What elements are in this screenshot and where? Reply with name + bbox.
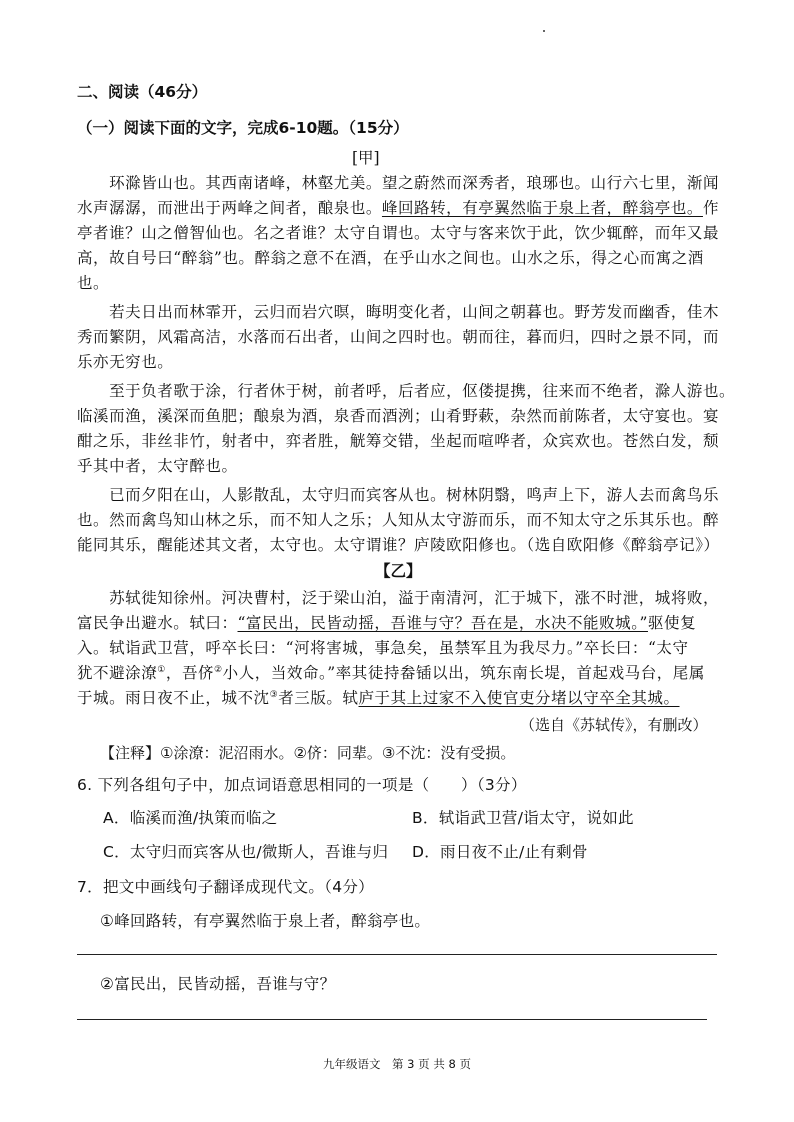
passage-a-text: 水声潺潺，而泄出于两峰之间者，酿泉也。 bbox=[77, 199, 382, 217]
question-6-option-c[interactable]: C．太守归而宾客从也/微斯人，吾谁与归 bbox=[103, 843, 389, 861]
passage-b-line bbox=[77, 611, 696, 633]
passage-a-line bbox=[77, 196, 719, 218]
question-6-option-d[interactable]: D．雨日夜不止/止有剩骨 bbox=[412, 843, 588, 861]
passage-a-line: 亭者谁？山之僧智仙也。名之者谁？太守自谓也。太守与客来饮于此，饮少辄醉，而年又最 bbox=[77, 224, 720, 242]
footnote-marker-1: ① bbox=[157, 664, 166, 675]
passage-a-line: 能同其乐，醒能述其文者，太守也。太守谓谁？庐陵欧阳修也。（选自欧阳修《醉翁亭记》） bbox=[77, 536, 720, 554]
underlined-sentence-1: 峰回路转，有亭翼然临于泉上者，醉翁亭也。 bbox=[381, 199, 703, 217]
question-6-stem: 6. 下列各组句子中，加点词语意思相同的一项是（ ）（3分） bbox=[77, 776, 527, 794]
footnote-marker-3: ③ bbox=[269, 689, 279, 700]
passage-a-line: 酣之乐，非丝非竹，射者中，弈者胜，觥筹交错，坐起而喧哗者，众宾欢也。苍然白发，颓 bbox=[77, 432, 720, 450]
question-7-sentence-2: ②富民出，民皆动摇，吾谁与守？ bbox=[100, 975, 336, 993]
underlined-sentence-2: “富民出，民皆动摇，吾谁与守？吾在是，水决不能败城。” bbox=[237, 614, 648, 632]
passage-b-text: 者三版。轼 bbox=[278, 689, 359, 707]
passage-b-line: 苏轼徙知徐州。河决曹村，泛于梁山泊，溢于南清河，汇于城下，涨不时泄，城将败， bbox=[77, 589, 720, 607]
question-7-stem: 7．把文中画线句子翻译成现代文。（4分） bbox=[77, 878, 374, 896]
passage-a-line: 也。然而禽鸟知山林之乐，而不知人之乐；人知从太守游而乐，而不知太守之乐其乐也。醉 bbox=[77, 511, 720, 529]
passage-b-text: ，吾侪 bbox=[165, 664, 215, 682]
passage-b-source: （选自《苏轼传》，有删改） bbox=[520, 716, 708, 734]
question-7-sentence-1: ①峰回路转，有亭翼然临于泉上者，醉翁亭也。 bbox=[100, 912, 431, 930]
answer-line-1[interactable] bbox=[77, 954, 717, 955]
passage-a-line: 乎其中者，太守醉也。 bbox=[77, 457, 238, 475]
passage-a-line: 至于负者歌于涂，行者休于树，前者呼，后者应，伛偻提携，往来而不绝者，滁人游也。 bbox=[77, 382, 736, 400]
passage-a-line: 已而夕阳在山，人影散乱，太守归而宾客从也。树林阴翳，鸣声上下，游人去而禽鸟乐 bbox=[77, 486, 720, 504]
passage-a-line: 秀而繁阴，风霜高洁，水落而石出者，山间之四时也。朝而往，暮而归，四时之景不同，而 bbox=[77, 328, 720, 346]
question-6-option-a[interactable]: A．临溪而渔/执策而临之 bbox=[103, 809, 278, 827]
passage-a-title: [甲] bbox=[352, 149, 380, 167]
passage-b-text: 富民争出避水。轼曰： bbox=[77, 614, 238, 632]
subsection-heading: （一）阅读下面的文字，完成6-10题。（15分） bbox=[77, 119, 409, 137]
passage-a-line: 临溪而渔，溪深而鱼肥；酿泉为酒，泉香而酒洌；山肴野蔌，杂然而前陈者，太守宴也。宴 bbox=[77, 407, 720, 425]
passage-b-title: 【乙】 bbox=[375, 562, 422, 580]
passage-b-line bbox=[77, 686, 680, 708]
question-6-option-b[interactable]: B．轼诣武卫营/诣太守，说如此 bbox=[412, 809, 634, 827]
passage-b-line bbox=[77, 661, 705, 683]
passage-a-line: 也。 bbox=[77, 274, 110, 292]
passage-b-text: 小人，当效命。”率其徒持畚锸以出，筑东南长堤，首起戏马台，尾属 bbox=[222, 664, 705, 682]
passage-a-line: 若夫日出而林霏开，云归而岩穴暝，晦明变化者，山间之朝暮也。野芳发而幽香，佳木 bbox=[77, 303, 720, 321]
passage-a-line: 环滁皆山也。其西南诸峰，林壑尤美。望之蔚然而深秀者，琅琊也。山行六七里，渐闻 bbox=[77, 174, 720, 192]
section-heading: 二、阅读（46分） bbox=[77, 83, 208, 101]
page-footer: 九年级语文 第 3 页 共 8 页 bbox=[323, 1057, 471, 1071]
answer-line-2[interactable] bbox=[77, 1019, 707, 1020]
passage-a-line: 高，故自号曰“醉翁”也。醉翁之意不在酒，在乎山水之间也。山水之乐，得之心而寓之酒 bbox=[77, 249, 704, 267]
passage-a-text: 作 bbox=[702, 199, 720, 217]
scan-mark bbox=[543, 30, 545, 32]
passage-b-text: 于城。雨日夜不止，城不沈 bbox=[77, 689, 270, 707]
passage-b-text: 犹不避涂潦 bbox=[77, 664, 158, 682]
passage-b-text: 驱使复 bbox=[647, 614, 697, 632]
underlined-sentence-3: 庐于其上过家不入使官吏分堵以守卒全其城。 bbox=[358, 689, 680, 707]
passage-b-line: 入。轼诣武卫营，呼卒长曰：“河将害城，事急矣，虽禁军且为我尽力。”卒长曰：“太守 bbox=[77, 639, 689, 657]
annotation-note: 【注释】①涂潦：泥沼雨水。②侪：同辈。③不沈：没有受损。 bbox=[100, 744, 516, 762]
passage-a-line: 乐亦无穷也。 bbox=[77, 353, 174, 371]
footnote-marker-2: ② bbox=[214, 664, 223, 675]
